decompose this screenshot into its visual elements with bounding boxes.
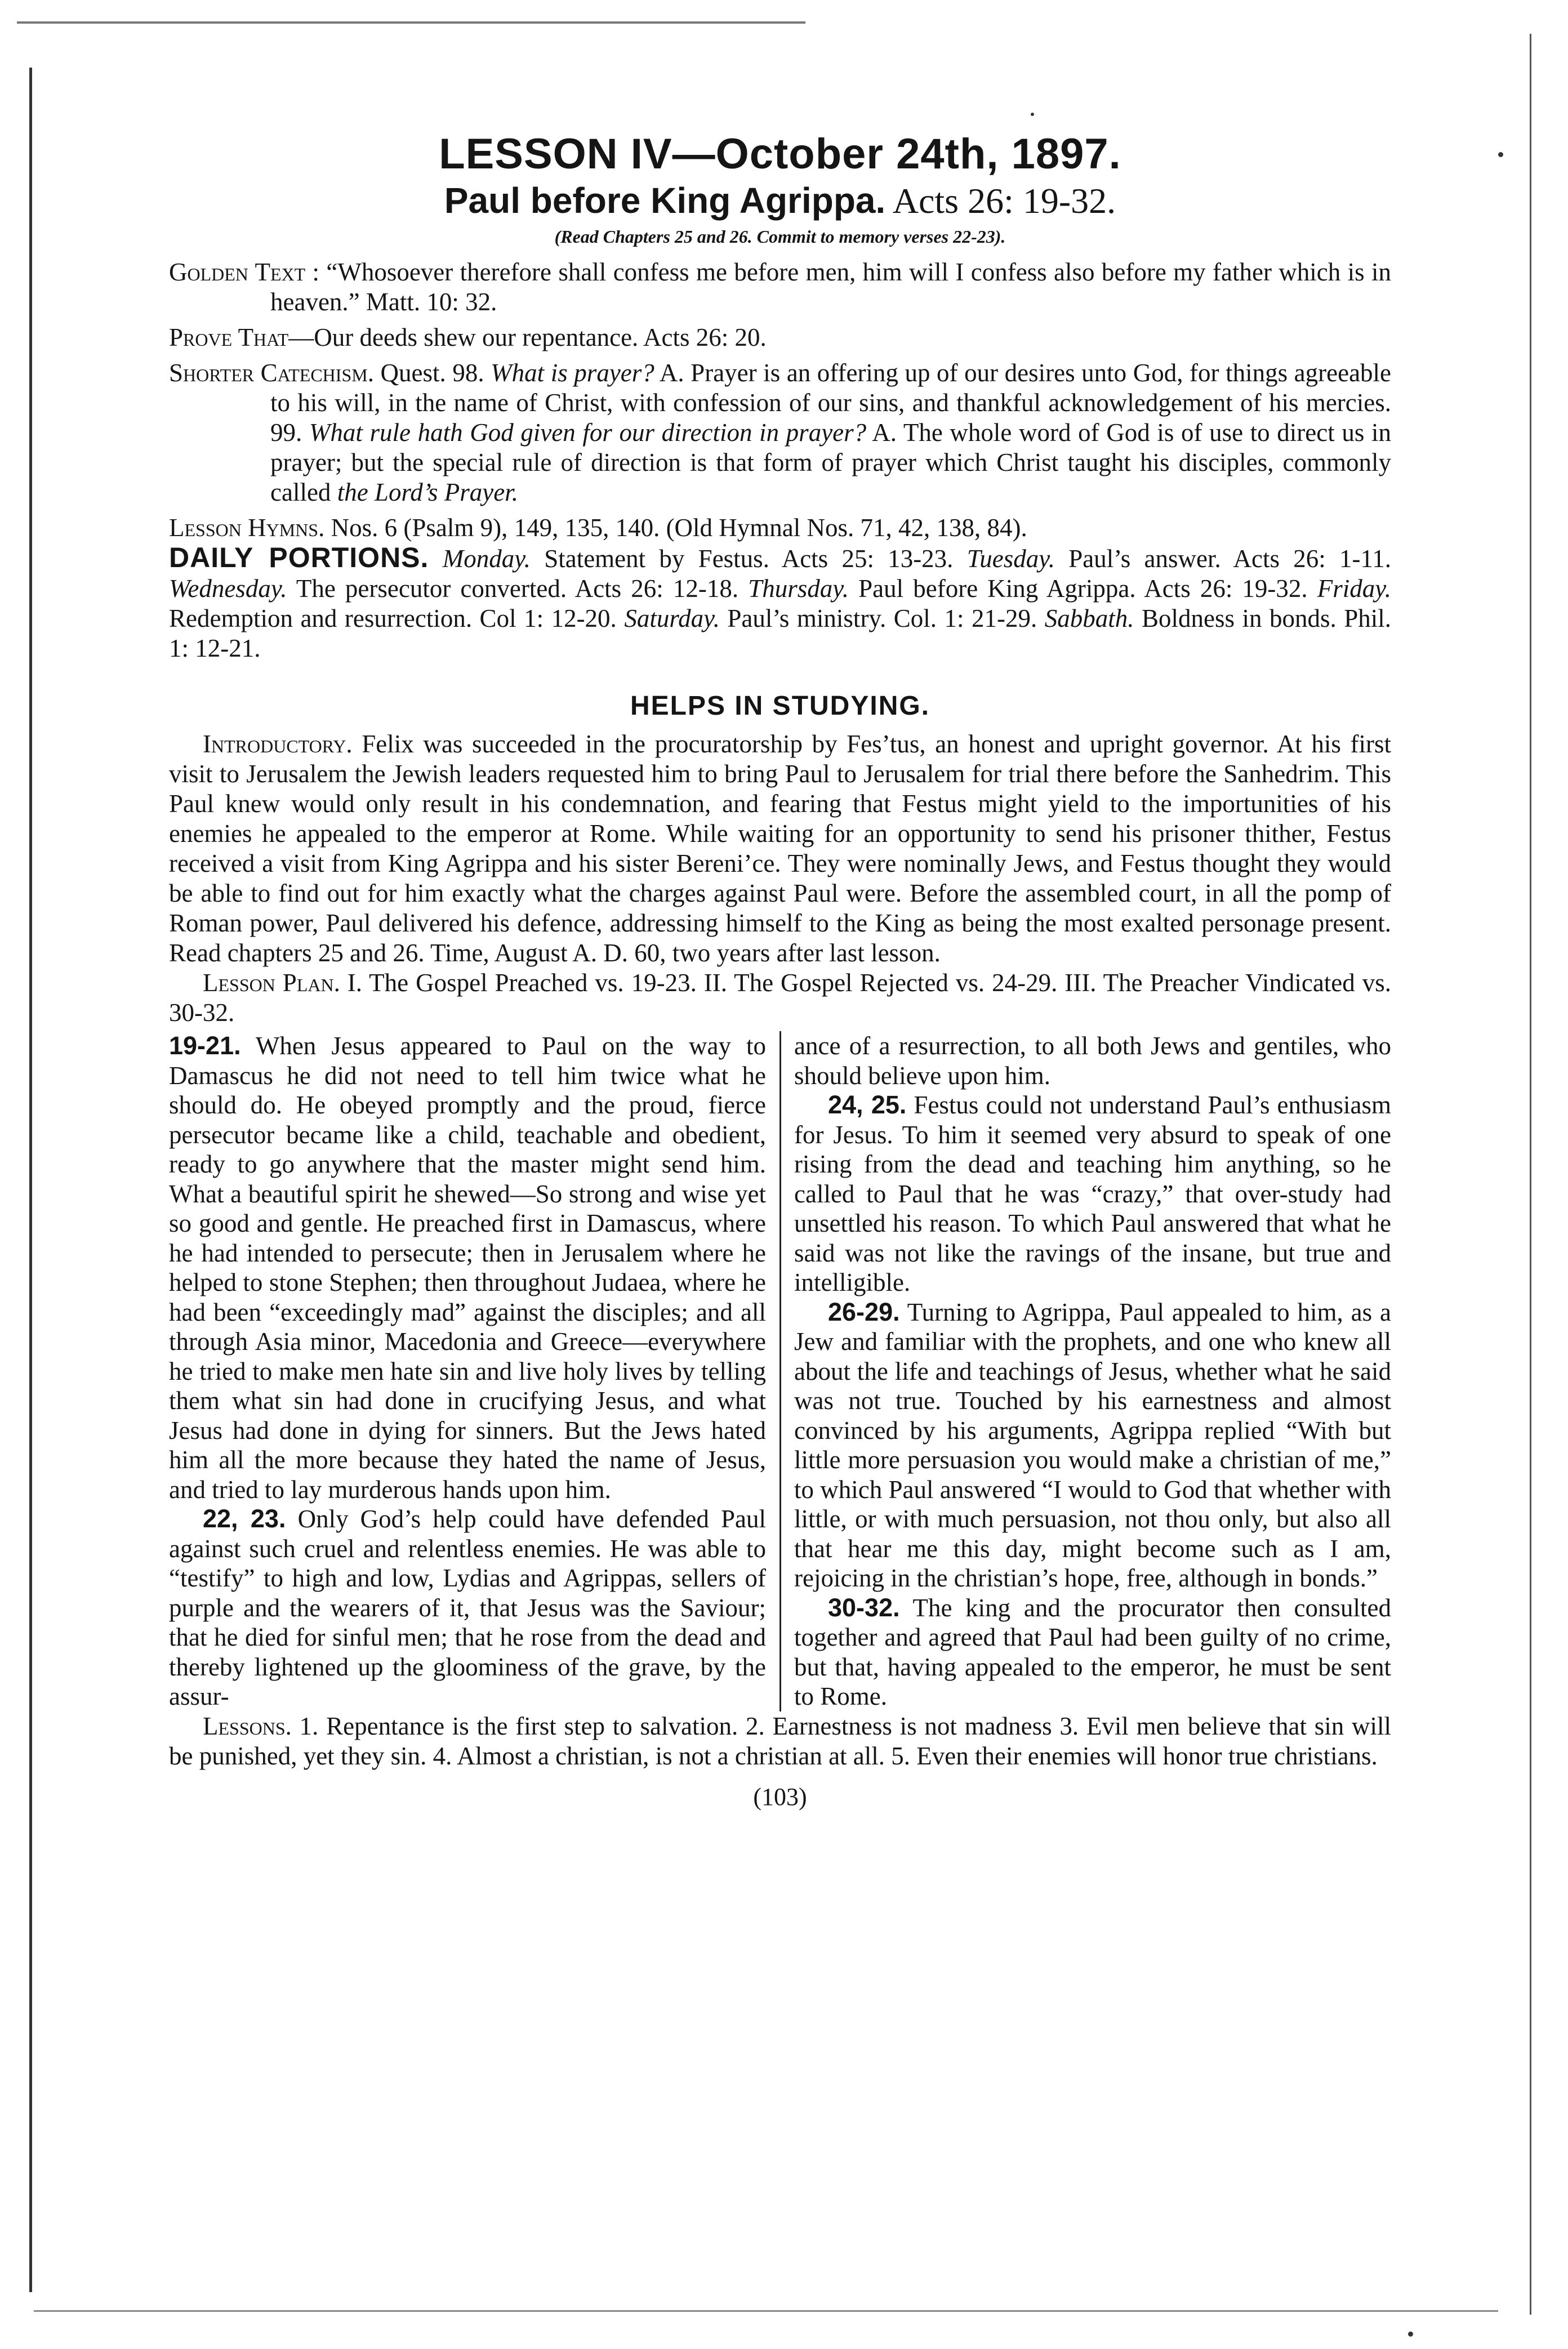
catechism-answer-1: A. Prayer is an offering up of our desires unto God, for things agreeable to his will, in the name of Christ, with confession of our sins, and thankful acknowledgement of his mercies. 99. xyxy=(270,359,1392,447)
catechism-lords-prayer: the Lord’s Prayer. xyxy=(337,478,518,507)
prove-that-body: —Our deeds shew our repentance. Acts 26: 20. xyxy=(288,323,767,352)
day-reading: Redemption and resurrection. Col 1: 12-20. xyxy=(169,604,617,633)
read-note: (Read Chapters 25 and 26. Commit to memory verses 22-23). xyxy=(554,226,1006,247)
document-page xyxy=(169,113,1391,1811)
scan-speck xyxy=(1498,152,1503,157)
lesson-title: Paul before King Agrippa. xyxy=(444,180,886,221)
commentary-left-column xyxy=(169,1031,766,1711)
commentary-paragraph xyxy=(169,1031,766,1504)
commentary-text: The king and the procurator then consulted together and agreed that Paul had been guilty of no crime, but that, having appealed to the emperor, he must be sent to Rome. xyxy=(794,1593,1392,1711)
day-reading: Paul’s answer. Acts 26: 1-11. xyxy=(1068,545,1392,573)
page-border-top xyxy=(17,21,805,24)
lesson-hymns xyxy=(169,513,1391,543)
hymns-label: Lesson Hymns. xyxy=(169,514,325,542)
day-label: Sabbath. xyxy=(1044,604,1134,633)
commentary-text: Turning to Agrippa, Paul appealed to him, as a Jew and familiar with the prophets, and one who knew all about the life and teachings of Jesus, whether what he said was not true. Touched by his earnestness and almost convinced by his arguments, Agrippa replied “With but little more persuasion you would make a christian of me,” to which Paul answered “I would to God that whether with little, or with much persuasion, not thou only, but also all that hear me this day, might become such as I am, rejoicing in the christian’s hope, free, although in bonds.” xyxy=(794,1298,1391,1593)
lesson-plan-label: Lesson Plan. xyxy=(203,969,340,997)
day-reading: Paul before King Agrippa. Acts 26: 19-32. xyxy=(858,574,1308,603)
commentary-paragraph xyxy=(169,1504,766,1711)
verse-number: 24, 25. xyxy=(828,1090,907,1120)
prove-that-label: Prove That xyxy=(169,323,289,352)
golden-text-body: “Whosoever therefore shall confess me before men, him will I confess also before my father which is in heaven.” Matt. 10: 32. xyxy=(270,258,1391,317)
day-reading: Statement by Festus. Acts 25: 13-23. xyxy=(544,545,954,573)
daily-portions xyxy=(169,543,1391,663)
introductory-label: Introductory. xyxy=(203,730,353,759)
prove-that xyxy=(169,323,1391,353)
lesson-plan xyxy=(169,968,1391,1028)
commentary-text: Festus could not understand Paul’s enthusiasm for Jesus. To him it seemed very absurd to speak of one rising from the dead and teaching him anything, so he called to Paul that he was “crazy,” that over-study had unsettled his reason. To which Paul answered that what he said was not like the ravings of the insane, but true and intelligible. xyxy=(794,1091,1391,1297)
day-reading: Paul’s ministry. Col. 1: 21-29. xyxy=(727,604,1037,633)
lessons-text: 1. Repentance is the first step to salvation. 2. Earnestness is not madness 3. Evil men believe that sin will be punished, yet they sin. 4. Almost a christian, is not a christian at all. 5. Even their enemies will honor true christians. xyxy=(169,1711,1391,1770)
commentary-columns xyxy=(169,1031,1391,1711)
day-label: Monday. xyxy=(442,545,531,573)
commentary-paragraph xyxy=(794,1031,1391,1090)
column-divider xyxy=(779,1031,781,1711)
lesson-reference: Acts 26: 19-32. xyxy=(892,181,1116,221)
catechism-question-1: What is prayer? xyxy=(491,359,654,387)
lesson-subheading xyxy=(169,181,1391,221)
commentary-paragraph xyxy=(794,1090,1391,1298)
verse-number: 22, 23. xyxy=(203,1504,286,1534)
day-label: Tuesday. xyxy=(966,545,1055,573)
lessons-paragraph xyxy=(169,1711,1391,1771)
introductory-paragraph xyxy=(169,729,1391,968)
hymns-text: Nos. 6 (Psalm 9), 149, 135, 140. (Old Hymnal Nos. 71, 42, 138, 84). xyxy=(331,514,1027,542)
daily-portions-title: DAILY PORTIONS. xyxy=(169,542,429,574)
commentary-right-column xyxy=(794,1031,1391,1711)
day-label: Friday. xyxy=(1317,574,1392,603)
day-reading: Boldness in bonds. Phil. 1: 12-21. xyxy=(169,604,1392,663)
commentary-paragraph xyxy=(794,1593,1391,1711)
catechism-quest-number: Quest. 98. xyxy=(380,359,484,387)
commentary-text: ance of a resurrection, to all both Jews and gentiles, who should believe upon him. xyxy=(794,1032,1391,1090)
page-border-right xyxy=(1530,34,1531,2315)
day-reading: The persecutor converted. Acts 26: 12-18. xyxy=(296,574,739,603)
helps-heading: HELPS IN STUDYING. xyxy=(630,691,930,721)
commentary-paragraph xyxy=(794,1298,1391,1593)
page-border-bottom xyxy=(34,2310,1498,2312)
day-label: Thursday. xyxy=(748,574,849,603)
catechism-label: Shorter Catechism. xyxy=(169,359,374,387)
introductory-text: Felix was succeeded in the procuratorship by Fes’tus, an honest and upright governor. At his first visit to Jerusalem the Jewish leaders requested him to bring Paul to Jerusalem for trial there before the Sanhedrim. This Paul knew would only result in his condemnation, and fearing that Festus might yield to the importunities of his enemies he appealed to the emperor at Rome. While waiting for an opportunity to send his prisoner thither, Festus received a visit from King Agrippa and his sister Bereni’ce. They were nominally Jews, and Festus thought they would be able to find out for him exactly what the charges against Paul were. Before the assembled court, in all the pomp of Roman power, Paul delivered his defence, addressing himself to the King as being the most exalted personage present. Read chapters 25 and 26. Time, August A. D. 60, two years after last lesson. xyxy=(169,730,1391,968)
lesson-plan-text: I. The Gospel Preached vs. 19-23. II. The Gospel Rejected vs. 24-29. III. The Preacher Vindicated vs. 30-32. xyxy=(169,969,1391,1027)
day-label: Wednesday. xyxy=(169,574,287,603)
verse-number: 26-29. xyxy=(828,1297,900,1326)
verse-number: 30-32. xyxy=(828,1593,900,1622)
scan-speck xyxy=(1408,2332,1413,2337)
page-border-left xyxy=(29,68,32,2292)
lessons-label: Lessons. xyxy=(203,1711,292,1740)
page-number: (103) xyxy=(753,1782,807,1811)
catechism-question-2: What rule hath God given for our direction in prayer? xyxy=(309,418,867,447)
commentary-text: When Jesus appeared to Paul on the way to Damascus he did not need to tell him twice what he should do. He obeyed promptly and the proud, fierce persecutor became like a child, teachable and obedient, ready to go anywhere that the master might send him. What a beautiful spirit he shewed—So strong and wise yet so good and gentle. He preached first in Damascus, where he had intended to persecute; then in Jerusalem where he helped to stone Stephen; then throughout Judaea, where he had been “exceedingly mad” against the disciples; and all through Asia minor, Macedonia and Greece—everywhere he tried to make men hate sin and live holy lives by telling them what sin had done in crucifying Jesus, and what Jesus had done in dying for sinners. But the Jews hated him all the more because they hated the name of Jesus, and tried to lay murderous hands upon him. xyxy=(169,1032,766,1504)
verse-number: 19-21. xyxy=(169,1031,241,1060)
catechism-answer-2: A. The whole word of God is of use to direct us in prayer; but the special rule of direction is that form of prayer which Christ taught his disciples, commonly called xyxy=(270,418,1391,507)
day-label: Saturday. xyxy=(624,604,720,633)
lesson-heading: LESSON IV—October 24th, 1897. xyxy=(439,130,1121,178)
commentary-text: Only God’s help could have defended Paul against such cruel and relentless enemies. He was able to “testify” to high and low, Lydias and Agrippas, sellers of purple and the wearers of it, that Jesus was the Saviour; that he died for sinful men; that he rose from the dead and thereby lightened up the gloominess of the grave, by the assur- xyxy=(169,1505,766,1711)
golden-text xyxy=(169,257,1391,317)
golden-text-label: Golden Text : xyxy=(169,258,320,287)
shorter-catechism xyxy=(169,358,1391,507)
